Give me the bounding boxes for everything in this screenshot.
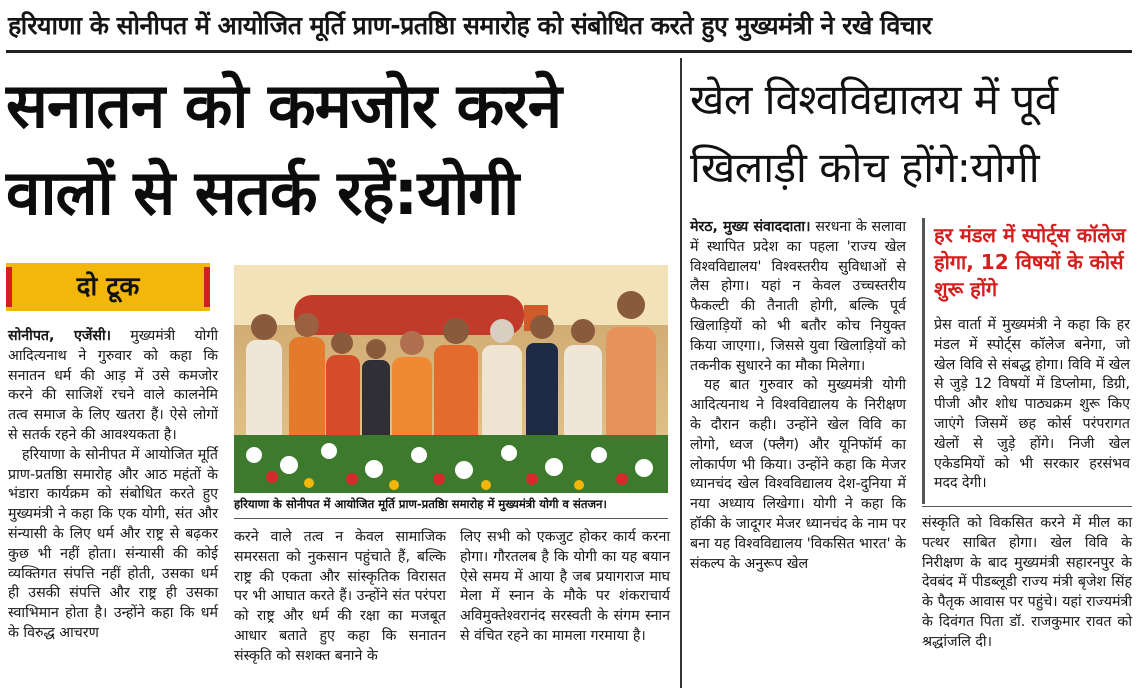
column-separator [680,58,682,688]
event-photo [234,265,668,493]
main-headline [6,62,678,236]
second-story-column-2 [922,514,1132,653]
second-paragraph-3: संस्कृति को विकसित करने में मील का पत्थर साबित होगा। खेल विवि के निरीक्षण के बाद मुख्यमंत्री सहारनपुर के देवबंद में पीडब्लूडी राज्य मंत्री बृजेश सिंह के पैतृक आवास पर पहुंचे। यहां राज्यमंत्री के दिवंगत पिता डॉ. राजकुमार रावत को श्रद्धांजलि दी। [922,515,1132,650]
sidebar-box-bottom-rule [922,506,1132,507]
main-story-column-1 [8,327,218,644]
second-story-column-1 [690,218,906,574]
section-label-text: दो टूक [76,272,140,302]
second-dateline: मेरठ, मुख्य संवाददाता। [690,219,811,235]
main-paragraph-3: करने वाले तत्व न केवल सामाजिक समरसता को नुकसान पहुंचाते हैं, बल्कि राष्ट्र की एकता और सांस्कृतिक विरासत पर भी आघात करते हैं। उन्होंने संत परंपरा को राष्ट्र और धर्म की रक्षा का मजबूत आधार बताते हुए कहा कि सनातन संस्कृति को सशक्त बनाने के [234,529,446,664]
photo-caption: हरियाणा के सोनीपत में आयोजित मूर्ति प्राण-प्रतष्ठिा समारोह में मुख्यमंत्री योगी व संतजन। [234,497,607,511]
second-paragraph-2: यह बात गुरुवार को मुख्यमंत्री योगी आदित्यनाथ ने विश्वविद्यालय के निरीक्षण के दौरान कही। उन्होंने खेल विवि का लोगो, ध्वज (फ्लैग) और यूनिफॉर्म का लोकार्पण भी किया। उन्होंने कहा कि मेजर ध्यानचंद खेल विश्वविद्यालय देश-दुनिया में नया अध्याय लिखेगा। योगी ने कहा कि हॉकी के जादूगर मेजर ध्यानचंद के नाम पर बना यह विश्वविद्यालय 'विकसित भारत' के संकल्प के अनुरूप खेल [690,377,906,572]
sidebar-box-text [934,316,1130,494]
main-paragraph-4: लिए सभी को एकजुट होकर कार्य करना होगा। गौरतलब है कि योगी का यह बयान ऐसे समय में आया है जब प्रयागराज माघ मेला में स्नान के मौके पर शंकराचार्य अविमुक्तेश्वरानंद सरस्वती के संगम स्नान से वंचित रहने का मामला गरमाया है। [460,529,670,644]
main-headline-line2: वालों से सतर्क रहें:योगी [6,156,519,229]
main-story-column-3 [460,528,670,647]
section-label [6,263,210,311]
kicker-rule [6,50,1132,53]
second-headline [690,66,1132,202]
sidebar-box-headline: हर मंडल में स्पोर्ट्स कॉलेज होगा, 12 विषयों के कोर्स शुरू होंगे [934,223,1126,301]
second-headline-line2: खिलाड़ी कोच होंगे:योगी [690,143,1040,192]
main-paragraph-1: मुख्यमंत्री योगी आदित्यनाथ ने गुरुवार को कहा कि सनातन धर्म की आड़ में उसे कमजोर करने की साजिशें रचने वाले कालनेमि तत्व समाज के लिए खतरा हैं। ऐसे लोगों से सतर्क रहने की आवश्यकता है। [8,328,219,443]
main-paragraph-2: हरियाणा के सोनीपत में आयोजित मूर्ति प्राण-प्रतष्ठिा समारोह और आठ महंतों के भंडारा कार्यक्रम को संबोधित करते हुए मुख्यमंत्री ने कहा कि एक योगी, संत और संन्यासी के लिए धर्म और राष्ट्र से बढ़कर कुछ भी नहीं होता। संन्यासी की कोई व्यक्तिगत संपत्ति नहीं होती, उसका धर्म ही उसकी संपत्ति और राष्ट्र ही उसका स्वाभिमान होता है। उन्होंने कहा कि धर्म के विरुद्ध आचरण [8,446,218,641]
kicker-headline: हरियाणा के सोनीपत में आयोजित मूर्ति प्राण-प्रतष्ठिा समारोह को संबोधित करते हुए मुख्यमंत्री ने रखे विचार [8,11,932,40]
main-story-column-2 [234,528,446,667]
sidebar-box-paragraph: प्रेस वार्ता में मुख्यमंत्री ने कहा कि हर मंडल में स्पोर्ट्स कॉलेज बनेगा, जो खेल विवि से संबद्ध होगा। विवि में खेल से जुड़े 12 विषयों में डिप्लोमा, डिग्री, पीजी और शोध पाठ्यक्रम शुरू किए जाएंगे जिसमें छह कोर्स परंपरागत खेलों से जुड़े होंगे। निजी खेल एकेडमियों को भी सरकार हरसंभव मदद देगी। [934,317,1130,492]
sidebar-box-rule [922,218,925,504]
second-paragraph-1: सरधना के सलावा में स्थापित प्रदेश का पहला 'राज्य खेल विश्वविद्यालय' विश्वस्तरीय सुविधाओं से लैस होगा। यहां न केवल उच्चस्तरीय फैकल्टी की तैनाती होगी, बल्कि पूर्व खिलाड़ियों को भी बतौर कोच नियुक्त किया जाएगा।, जिससे युवा खिलाड़ियों को तकनीक सुधारने का मौका मिलेगा। [690,219,906,374]
main-headline-line1: सनातन को कमजोर करने [6,69,562,142]
second-headline-line1: खेल विश्वविद्यालय में पूर्व [690,75,1058,124]
caption-rule [234,518,668,519]
main-dateline: सोनीपत, एजेंसी। [8,328,112,344]
